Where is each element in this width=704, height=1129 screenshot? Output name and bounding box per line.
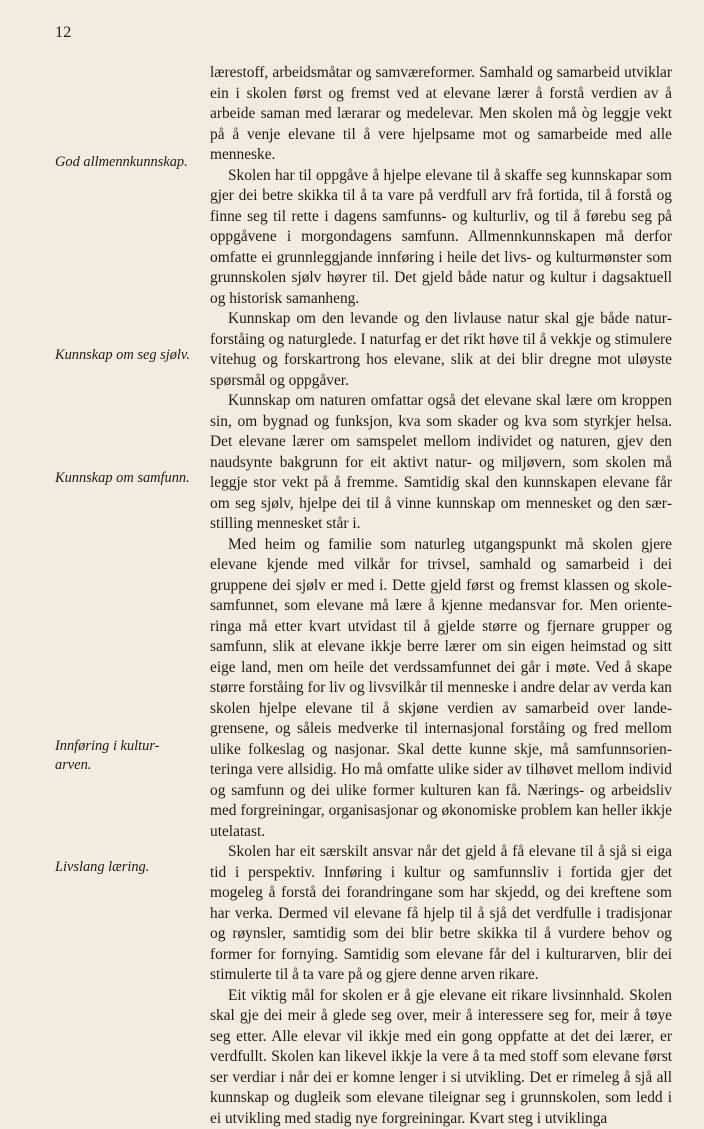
- side-heading-seg-sjolv: Kunnskap om seg sjølv.: [55, 346, 205, 365]
- paragraph-continued: lærestoff, arbeidsmåtar og samværeformer. Samhald og samarbeid utviklar ein i skolen først og fremst ved at elevane lærer å forstå verdien av å arbeide saman med lærarar og medelevar. Men skolen må òg leggje vekt på å venje elevane til å vere hjelpsame mot og samarbeide med alle menneske.: [210, 63, 672, 166]
- paragraph-kulturarven: Skolen har eit særskilt ansvar når det gjeld å få elevane til å sjå si eiga tid i perspektiv. Innføring i kultur og samfunnsliv i fortida gjer det mogeleg å forstå dei forandringane som har skjedd, og dei kreftene som har verka. Dermed vil elevane få hjelp til å sjå det verdfulle i tradisjonar og røynsler, samtidig som dei blir betre skikka til å vurdere behov og former for fornying. Samtidig som elevane får del i kulturarven, blir dei stimulerte til å ta vare på og gjere denne arven rikare.: [210, 842, 672, 986]
- paragraph-allmennkunnskap: Skolen har til oppgåve å hjelpe elevane til å skaffe seg kunnskapar som gjer dei betre skikka til å ta vare på verdfull arv frå fortida, til å forstå og finne seg til rette i dagens samfunns- og kulturliv, og til å førebu seg på oppgåvene i morgondagens samfunn. Allmennkunnskapen må derfor omfatte ei grunnleggjande innføring i heile det livs- og kulturmønster som grunnskolen sjølv høyrer til. Det gjeld både natur og kultur i dagsaktuell og historisk samanheng.: [210, 166, 672, 310]
- paragraph-seg-sjolv: Kunnskap om naturen omfattar også det elevane skal lære om kroppen sin, om bygnad og funksjon, kva som skader og kva som styrkjer helsa. Det elevane lærer om samspelet mellom individet og naturen, gjev den naudsynte bakgrunn for eit aktivt natur- og miljøvern, som skolen må leggje stor vekt på å fremme. Samtidig skal den kunnskapen elevane får om seg sjølv, hjelpe dei til å vinne kunnskap om mennesket og den særstilling mennesket står i.: [210, 391, 672, 535]
- side-heading-kulturarven: Innføring i kultur- arven.: [55, 737, 205, 774]
- page-number: 12: [55, 24, 72, 42]
- side-heading-samfunn: Kunnskap om samfunn.: [55, 469, 205, 488]
- body-text: [210, 63, 672, 1129]
- side-heading-livslang-laering: Livslang læring.: [55, 858, 205, 877]
- paragraph-livslang-laering: Eit viktig mål for skolen er å gje elevane eit rikare livsinnhald. Skolen skal gje dei meir å glede seg over, meir å interessere seg for, meir å tøye seg etter. Alle elevar vil ikkje med ein gong oppfatte at det dei lærer, er verdfullt. Skolen kan likevel ikkje la vere å ta med stoff som elevane først ser verdiar i når dei er komne lenger i si utvikling. Det er rimeleg å sjå all kunnskap og dugleik som elevane tileignar seg i grunnskolen, som ledd i ei utvikling med stadig nye forgreiningar. Kvart steg i utviklinga: [210, 986, 672, 1129]
- paragraph-natur: Kunnskap om den levande og den livlause natur skal gje både naturforståing og naturglede. I naturfag er det rikt høve til å vekkje og stimulere vitehug og forskartrong hos elevane, slik at dei blir dregne mot uløyste spørsmål og oppgåver.: [210, 309, 672, 391]
- paragraph-samfunn: Med heim og familie som naturleg utgangspunkt må skolen gjere elevane kjende med vilkår for trivsel, samhald og samarbeid i dei gruppene dei sjølv er med i. Dette gjeld først og fremst klassen og skolesamfunnet, som elevane må lære å kjenne medansvar for. Men orienteringa må etter kvart utvidast til å gjelde større og fjernare grupper og samfunn, slik at elevane ikkje berre lærer om sin eigen heimstad og sitt eige land, men om heile det verdssamfunnet dei går i møte. Ved å skape større forståing for liv og livsvilkår til menneske i andre delar av verda kan skolen hjelpe elevane til å skjøne verdien av samarbeid over landegrensene, og såleis medverke til internasjonal forståing og fred mellom ulike folkeslag og nasjonar. Skal dette kunne skje, må samfunnsorienteringa vere allsidig. Ho må omfatte ulike sider av tilhøvet mellom individ og samfunn og dei ulike former kulturen kan få. Nærings- og arbeidsliv med forgreiningar, organisasjonar og økonomiske problem kan heller ikkje utelatast.: [210, 535, 672, 843]
- side-heading-allmennkunnskap: God allmennkunnskap.: [55, 153, 205, 172]
